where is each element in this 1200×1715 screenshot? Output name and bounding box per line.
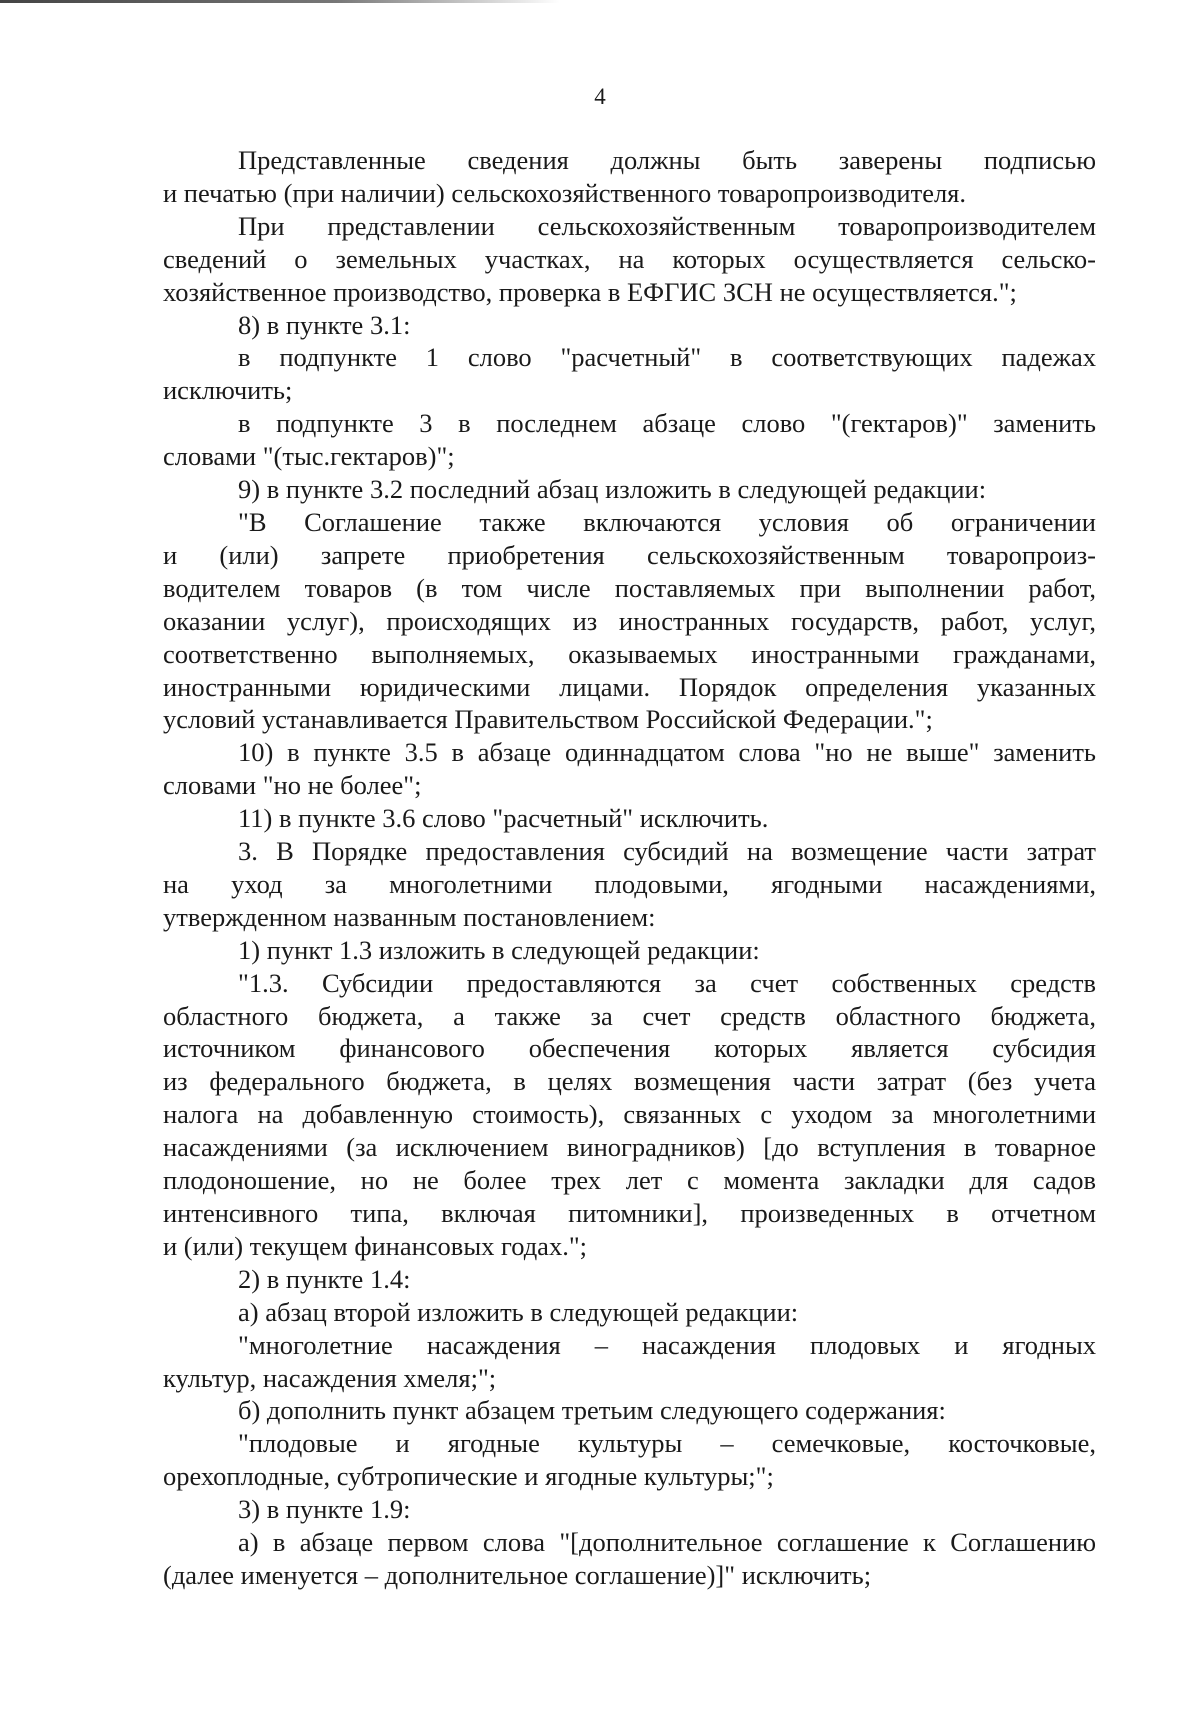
text-line: оказании услуг), происходящих из иностранных государств, работ, услуг, (163, 605, 1096, 636)
text-line: словами "(тыс.гектаров)"; (163, 441, 455, 472)
text-line: 10) в пункте 3.5 в абзаце одиннадцатом слова "но не выше" заменить (238, 737, 1096, 768)
text-line: и (или) текущем финансовых годах."; (163, 1230, 587, 1261)
text-line: орехоплодные, субтропические и ягодные культуры;"; (163, 1461, 774, 1492)
page-number: 4 (594, 84, 606, 109)
text-line: культур, насаждения хмеля;"; (163, 1362, 497, 1393)
text-line: в подпункте 1 слово "расчетный" в соответствующих падежах (238, 342, 1096, 373)
text-line: 8) в пункте 3.1: (238, 309, 411, 340)
text-line: интенсивного типа, включая питомники], произведенных в отчетном (163, 1198, 1096, 1228)
text-line: а) в абзаце первом слова "[дополнительное соглашение к Соглашению (238, 1527, 1096, 1558)
text-line: и (или) запрете приобретения сельскохозяйственным товаропроиз- (163, 539, 1096, 570)
text-line: 11) в пункте 3.6 слово "расчетный" исключить. (238, 803, 769, 834)
text-line: хозяйственное производство, проверка в ЕФГИС ЗСН не осуществляется."; (163, 276, 1017, 307)
text-line: сведений о земельных участках, на которых осуществляется сельско- (163, 243, 1096, 274)
text-line: исключить; (163, 375, 293, 406)
text-line: При представлении сельскохозяйственным товаропроизводителем (238, 210, 1096, 241)
text-line: "1.3. Субсидии предоставляются за счет собственных средств (238, 967, 1096, 998)
text-line: из федерального бюджета, в целях возмещения части затрат (без учета (163, 1066, 1096, 1097)
text-line: "многолетние насаждения – насаждения плодовых и ягодных (238, 1329, 1096, 1360)
document-body (163, 144, 1096, 1592)
text-line: словами "но не более"; (163, 770, 422, 801)
text-line: насаждениями (за исключением виноградников) [до вступления в товарное (163, 1132, 1096, 1163)
page-top-edge (0, 0, 560, 3)
text-line: и печатью (при наличии) сельскохозяйственного товаропроизводителя. (163, 177, 966, 208)
text-line: "плодовые и ягодные культуры – семечковые, косточковые, (238, 1428, 1096, 1459)
text-line: источником финансового обеспечения которых является субсидия (163, 1033, 1096, 1064)
text-line: 3. В Порядке предоставления субсидий на возмещение части затрат (238, 836, 1096, 867)
text-line: плодоношение, но не более трех лет с момента закладки для садов (163, 1165, 1096, 1196)
text-line: областного бюджета, а также за счет средств областного бюджета, (163, 1000, 1096, 1031)
text-line: б) дополнить пункт абзацем третьим следующего содержания: (238, 1395, 946, 1426)
text-line: на уход за многолетними плодовыми, ягодными насаждениями, (163, 868, 1096, 899)
text-line: в подпункте 3 в последнем абзаце слово "(гектаров)" заменить (238, 408, 1096, 439)
text-line: иностранными юридическими лицами. Порядок определения указанных (163, 671, 1096, 702)
text-line: условий устанавливается Правительством Российской Федерации."; (163, 704, 933, 735)
text-line: налога на добавленную стоимость), связанных с уходом за многолетними (163, 1099, 1096, 1130)
text-line: Представленные сведения должны быть заверены подписью (238, 145, 1096, 175)
text-line: а) абзац второй изложить в следующей редакции: (238, 1296, 799, 1327)
text-line: (далее именуется – дополнительное соглашение)]" исключить; (163, 1559, 872, 1590)
text-line: 2) в пункте 1.4: (238, 1263, 411, 1294)
text-line: 9) в пункте 3.2 последний абзац изложить в следующей редакции: (238, 474, 987, 505)
text-line: водителем товаров (в том числе поставляемых при выполнении работ, (163, 572, 1096, 603)
text-line: 3) в пункте 1.9: (238, 1494, 411, 1525)
text-line: соответственно выполняемых, оказываемых иностранными гражданами, (163, 638, 1096, 669)
text-line: утвержденном названным постановлением: (163, 901, 656, 932)
text-line: "В Соглашение также включаются условия об ограничении (238, 506, 1096, 537)
text-line: 1) пункт 1.3 изложить в следующей редакции: (238, 934, 760, 965)
